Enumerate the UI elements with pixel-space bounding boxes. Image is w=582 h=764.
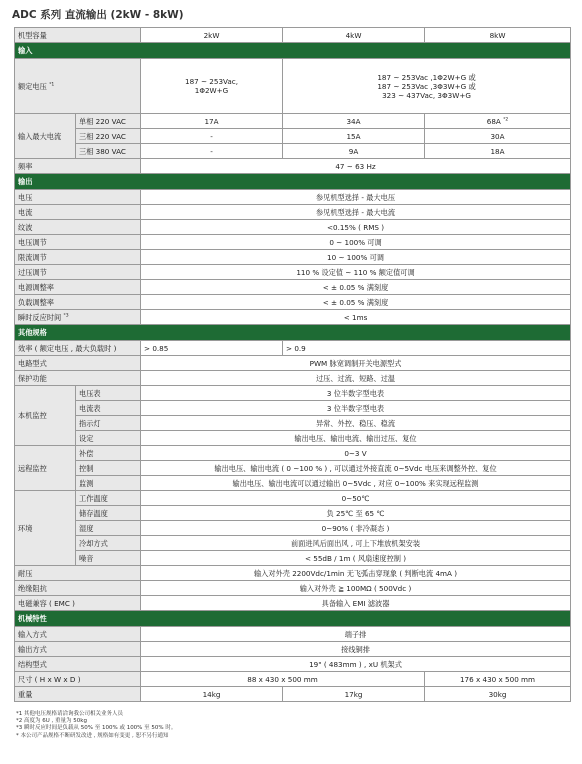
environment-name: 冷却方式 <box>76 536 141 551</box>
weight-4kw: 17kg <box>283 687 425 702</box>
output-row <box>15 235 571 250</box>
environment-row <box>15 506 571 521</box>
input-current-4kw: 9A <box>283 144 425 159</box>
remote-monitor-value: 0~3 V <box>141 446 571 461</box>
input-current-2kw: 17A <box>141 114 283 129</box>
page-title: ADC 系列 直流输出 (2kW - 8kW) <box>12 9 184 21</box>
output-value: 参见机型选择 - 最大电压 <box>141 190 571 205</box>
spec-table <box>14 27 571 702</box>
emc-label: 电磁兼容 ( EMC ) <box>15 596 141 611</box>
input-current-8kw: 68A $^{*2}$ <box>425 114 571 129</box>
local-monitor-row <box>15 416 571 431</box>
remote-monitor-row <box>15 476 571 491</box>
environment-name: 储存温度 <box>76 506 141 521</box>
local-monitor-name: 电流表 <box>76 401 141 416</box>
input-current-2kw: - <box>141 129 283 144</box>
input-voltage-label: 额定电压 $^{*1}$ <box>15 59 141 114</box>
output-label: 电源调整率 <box>15 280 141 295</box>
local-monitor-row <box>15 386 571 401</box>
local-monitor-value: 输出电压、输出电流、输出过压、复位 <box>141 431 571 446</box>
output-value: 10 ~ 100% 可调 <box>141 250 571 265</box>
section-input: 输入 <box>15 43 571 59</box>
response-value: < 1ms <box>141 310 571 325</box>
input-current-8kw: 30A <box>425 129 571 144</box>
weight-2kw: 14kg <box>141 687 283 702</box>
input-current-row <box>15 144 571 159</box>
input-current-2kw: - <box>141 144 283 159</box>
environment-name: 湿度 <box>76 521 141 536</box>
section-output: 输出 <box>15 174 571 190</box>
footnote: *3 瞬时反应时间是负载从 50% 至 100% 或 100% 至 50% 时。 <box>16 725 177 732</box>
environment-value: < 55dB / 1m ( 风扇速度控制 ) <box>141 551 571 566</box>
structure-value: 19" ( 483mm ) , xU 机架式 <box>141 657 571 672</box>
remote-monitor-name: 监测 <box>76 476 141 491</box>
frequency-row <box>15 159 571 174</box>
output-label: 过压调节 <box>15 265 141 280</box>
output-value: 0 ~ 100% 可调 <box>141 235 571 250</box>
input-current-row <box>15 129 571 144</box>
local-monitor-name: 电压表 <box>76 386 141 401</box>
input-current-label: 输入最大电流 <box>15 114 76 159</box>
circuit-label: 电路型式 <box>15 356 141 371</box>
col-4kw: 4kW <box>283 28 425 43</box>
size-2k4k: 88 x 430 x 500 mm <box>141 672 425 687</box>
local-monitor-row <box>15 431 571 446</box>
remote-monitor-row <box>15 446 571 461</box>
output-row <box>15 280 571 295</box>
environment-value: 0~90% ( 非冷凝态 ) <box>141 521 571 536</box>
output-row <box>15 295 571 310</box>
input-current-name: 三相 220 VAC <box>76 129 141 144</box>
frequency-value: 47 ~ 63 Hz <box>141 159 571 174</box>
mech-input-label: 输入方式 <box>15 627 141 642</box>
efficiency-label: 效率 ( 额定电压 , 最大负载时 ) <box>15 341 141 356</box>
footnotes <box>16 711 176 740</box>
environment-name: 工作温度 <box>76 491 141 506</box>
insulation-row <box>15 581 571 596</box>
mech-output-label: 输出方式 <box>15 642 141 657</box>
local-monitor-name: 指示灯 <box>76 416 141 431</box>
environment-row <box>15 551 571 566</box>
withstand-label: 耐压 <box>15 566 141 581</box>
protect-label: 保护功能 <box>15 371 141 386</box>
input-current-name: 单相 220 VAC <box>76 114 141 129</box>
footnote: *2 高度为 6U , 重量为 50kg <box>16 718 87 725</box>
section-mech: 机械特性 <box>15 611 571 627</box>
circuit-value: PWM 脉宽调制开关电源型式 <box>141 356 571 371</box>
local-monitor-label: 本机监控 <box>15 386 76 446</box>
remote-monitor-value: 输出电压、输出电流可以通过输出 0~5Vdc , 对应 0~100% 来实现远程监测 <box>141 476 571 491</box>
remote-monitor-value: 输出电压、输出电流 ( 0 ~100 % ) , 可以通过外接直流 0~5Vdc 电压来调整外控、复位 <box>141 461 571 476</box>
mech-input-value: 端子排 <box>141 627 571 642</box>
mech-output-row <box>15 642 571 657</box>
output-label: 负载调整率 <box>15 295 141 310</box>
output-row <box>15 205 571 220</box>
output-row <box>15 250 571 265</box>
size-8k: 176 x 430 x 500 mm <box>425 672 571 687</box>
output-value: <0.15% ( RMS ) <box>141 220 571 235</box>
size-row <box>15 672 571 687</box>
weight-row <box>15 687 571 702</box>
output-value: 110 % 设定值 ~ 110 % 额定值可调 <box>141 265 571 280</box>
mech-output-value: 接线铜排 <box>141 642 571 657</box>
withstand-row <box>15 566 571 581</box>
output-label: 电压 <box>15 190 141 205</box>
col-8kw: 8kW <box>425 28 571 43</box>
local-monitor-value: 3 位半数字型电表 <box>141 386 571 401</box>
protect-value: 过压、过流、短路、过温 <box>141 371 571 386</box>
input-voltage-4k8k: 187 ~ 253Vac ,1Φ2W+G 或 187 ~ 253Vac ,3Φ3W+G 或 323 ~ 437Vac, 3Φ3W+G <box>283 59 571 114</box>
structure-label: 结构型式 <box>15 657 141 672</box>
footnote: *1 其他电压规格请洽询我公司相关业务人员 <box>16 711 123 717</box>
remote-monitor-name: 控制 <box>76 461 141 476</box>
output-value: 参见机型选择 - 最大电流 <box>141 205 571 220</box>
environment-value: 0~50℃ <box>141 491 571 506</box>
efficiency-4k8k: > 0.9 <box>283 341 571 356</box>
col-2kw: 2kW <box>141 28 283 43</box>
input-current-name: 三相 380 VAC <box>76 144 141 159</box>
circuit-row <box>15 356 571 371</box>
response-label: 瞬时反应时间 $^{*3}$ <box>15 310 141 325</box>
size-label: 尺寸 ( H x W x D ) <box>15 672 141 687</box>
footnote: * 本公司产品规格不断研发改进 , 规格如有变更 , 恕不另行通知 <box>16 732 169 739</box>
efficiency-2kw: > 0.85 <box>141 341 283 356</box>
input-current-8kw: 18A <box>425 144 571 159</box>
header-row <box>15 28 571 43</box>
output-value: < ± 0.05 % 满刻度 <box>141 280 571 295</box>
environment-row <box>15 521 571 536</box>
output-label: 限流调节 <box>15 250 141 265</box>
local-monitor-value: 异常、外控、稳压、稳流 <box>141 416 571 431</box>
environment-row <box>15 491 571 506</box>
environment-value: 前面进风后面出风 , 可上下堆放机架安装 <box>141 536 571 551</box>
input-voltage-2kw: 187 ~ 253Vac, 1Φ2W+G <box>141 59 283 114</box>
input-voltage-row <box>15 59 571 114</box>
weight-label: 重量 <box>15 687 141 702</box>
insulation-label: 绝缘阻抗 <box>15 581 141 596</box>
section-other: 其他规格 <box>15 325 571 341</box>
input-current-row <box>15 114 571 129</box>
environment-row <box>15 536 571 551</box>
output-row <box>15 190 571 205</box>
local-monitor-name: 设定 <box>76 431 141 446</box>
environment-value: 负 25℃ 至 65 ℃ <box>141 506 571 521</box>
output-row <box>15 265 571 280</box>
output-label: 纹波 <box>15 220 141 235</box>
emc-value: 具备输入 EMI 滤波器 <box>141 596 571 611</box>
efficiency-row <box>15 341 571 356</box>
remote-monitor-label: 远程监控 <box>15 446 76 491</box>
remote-monitor-row <box>15 461 571 476</box>
output-label: 电流 <box>15 205 141 220</box>
input-current-4kw: 15A <box>283 129 425 144</box>
output-row <box>15 220 571 235</box>
emc-row <box>15 596 571 611</box>
mech-input-row <box>15 627 571 642</box>
output-label: 电压调节 <box>15 235 141 250</box>
protect-row <box>15 371 571 386</box>
response-row <box>15 310 571 325</box>
structure-row <box>15 657 571 672</box>
input-current-4kw: 34A <box>283 114 425 129</box>
local-monitor-row <box>15 401 571 416</box>
withstand-value: 输入对外壳 2200Vdc/1min 无飞弧击穿现象 ( 判断电流 4mA ) <box>141 566 571 581</box>
remote-monitor-name: 补偿 <box>76 446 141 461</box>
insulation-value: 输入对外壳 ≧ 100MΩ ( 500Vdc ) <box>141 581 571 596</box>
output-value: < ± 0.05 % 满刻度 <box>141 295 571 310</box>
environment-label: 环境 <box>15 491 76 566</box>
local-monitor-value: 3 位半数字型电表 <box>141 401 571 416</box>
weight-8kw: 30kg <box>425 687 571 702</box>
header-label: 机型容量 <box>15 28 141 43</box>
environment-name: 噪音 <box>76 551 141 566</box>
frequency-label: 频率 <box>15 159 141 174</box>
